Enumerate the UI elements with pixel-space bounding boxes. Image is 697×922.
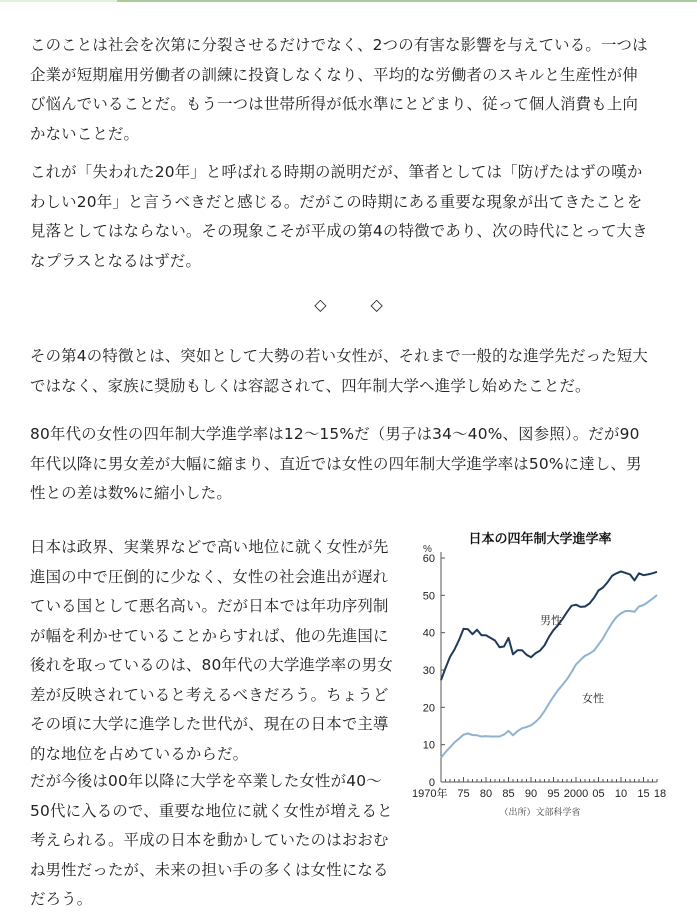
x-tick-label: 15: [637, 788, 650, 800]
enrollment-rate-chart: [410, 525, 695, 825]
y-tick-label: 0: [428, 777, 435, 789]
x-tick-label: 80: [479, 788, 493, 800]
section-separator: [0, 295, 697, 314]
text-line: だろう。: [30, 890, 93, 908]
x-tick-label: 18: [653, 788, 667, 800]
text-line: ね男性だったが、未来の担い手の多くは女性になる: [30, 860, 389, 879]
text-line: 的な地位を占めているからだ。: [30, 744, 249, 763]
x-tick-label: 10: [614, 788, 628, 800]
x-tick-label: 2000: [563, 788, 589, 800]
series-label-female: 女性: [582, 692, 604, 705]
text-line: その頃に大学に進学した世代が、現在の日本で主導: [30, 715, 389, 733]
paragraph-2: [30, 158, 680, 276]
text-line: が幅を利かせていることからすれば、他の先進国に: [30, 626, 389, 645]
x-tick-label: 95: [547, 788, 560, 800]
paragraph-3: [30, 342, 680, 401]
y-tick-label: 50: [422, 590, 435, 603]
text-line: 性との差は数%に縮小した。: [30, 484, 232, 502]
paragraph-5: [30, 533, 410, 769]
text-line: ではなく、家族に奨励もしくは容認されて、四年制大学へ進学し始めたことだ。: [30, 376, 591, 395]
text-line: 日本は政界、実業界などで高い地位に就く女性が先: [30, 538, 389, 556]
text-line: 差が反映されていると考えるべきだろう。ちょうど: [30, 685, 389, 704]
paragraph-4: [30, 420, 680, 509]
x-tick-label: 1970年: [412, 788, 448, 800]
text-line: かないことだ。: [30, 124, 140, 143]
text-line: 後れを取っているのは、80年代の大学進学率の男女: [30, 656, 393, 674]
y-tick-label: 40: [422, 627, 435, 640]
top-border: [0, 0, 697, 2]
chart-source: （出所）文部科学省: [499, 808, 581, 818]
y-tick-label: 60: [422, 553, 435, 565]
text-line: 50代に入るので、重要な地位に就く女性が増えると: [30, 801, 393, 820]
text-line: び悩んでいることだ。もう一つは世帯所得が低水準にとどまり、従って個人消費も上向: [30, 95, 639, 113]
paragraph-1: [30, 31, 680, 149]
text-line: 80年代の女性の四年制大学進学率は12～15%だ（男子は34～40%、図参照）。だが90: [30, 425, 640, 443]
text-line: 進国の中で圧倒的に少なく、女性の社会進出が遅れ: [30, 567, 389, 586]
text-line: 企業が短期雇用労働者の訓練に投資しなくなり、平均的な労働者のスキルと生産性が伸: [30, 65, 638, 84]
x-tick-label: 05: [592, 788, 605, 800]
y-axis-unit: %: [423, 544, 432, 555]
text-line: 年代以降に男女差が大幅に縮まり、直近では女性の四年制大学進学率は50%に達し、男: [30, 454, 642, 473]
x-tick-label: 90: [524, 788, 538, 800]
text-line: これが「失われた20年」と呼ばれる時期の説明だが、筆者としては「防げたはずの嘆か: [30, 163, 643, 181]
text-line: だが今後は00年以降に大学を卒業した女性が40～: [30, 772, 382, 790]
text-line: 見落としてはならない。その現象こそが平成の第4の特徴であり、次の時代にとって大き: [30, 222, 648, 240]
text-line: ている国として悪名高い。だが日本では年功序列制: [30, 597, 389, 615]
text-line: なプラスとなるはずだ。: [30, 251, 202, 270]
paragraph-6: [30, 767, 410, 915]
y-tick-label: 30: [422, 665, 435, 677]
diamond-icon: ◇: [370, 295, 383, 314]
y-tick-label: 20: [422, 702, 435, 715]
diamond-icon: ◇: [314, 295, 327, 314]
y-tick-label: 10: [422, 739, 435, 752]
text-line: わしい20年」と言うべきだと感じる。だがこの時期にある重要な現象が出てきたことを: [30, 192, 643, 211]
text-line: 考えられる。平成の日本を動かしていたのはおおむ: [30, 831, 389, 849]
text-line: このことは社会を次第に分裂させるだけでなく、2つの有害な影響を与えている。一つは: [30, 36, 648, 54]
text-line: その第4の特徴とは、突如として大勢の若い女性が、それまで一般的な進学先だった短大: [30, 347, 649, 365]
chart-title: 日本の四年制大学進学率: [468, 532, 612, 547]
series-label-male: 男性: [540, 614, 562, 627]
x-tick-label: 85: [502, 788, 515, 800]
x-tick-label: 75: [457, 788, 470, 800]
